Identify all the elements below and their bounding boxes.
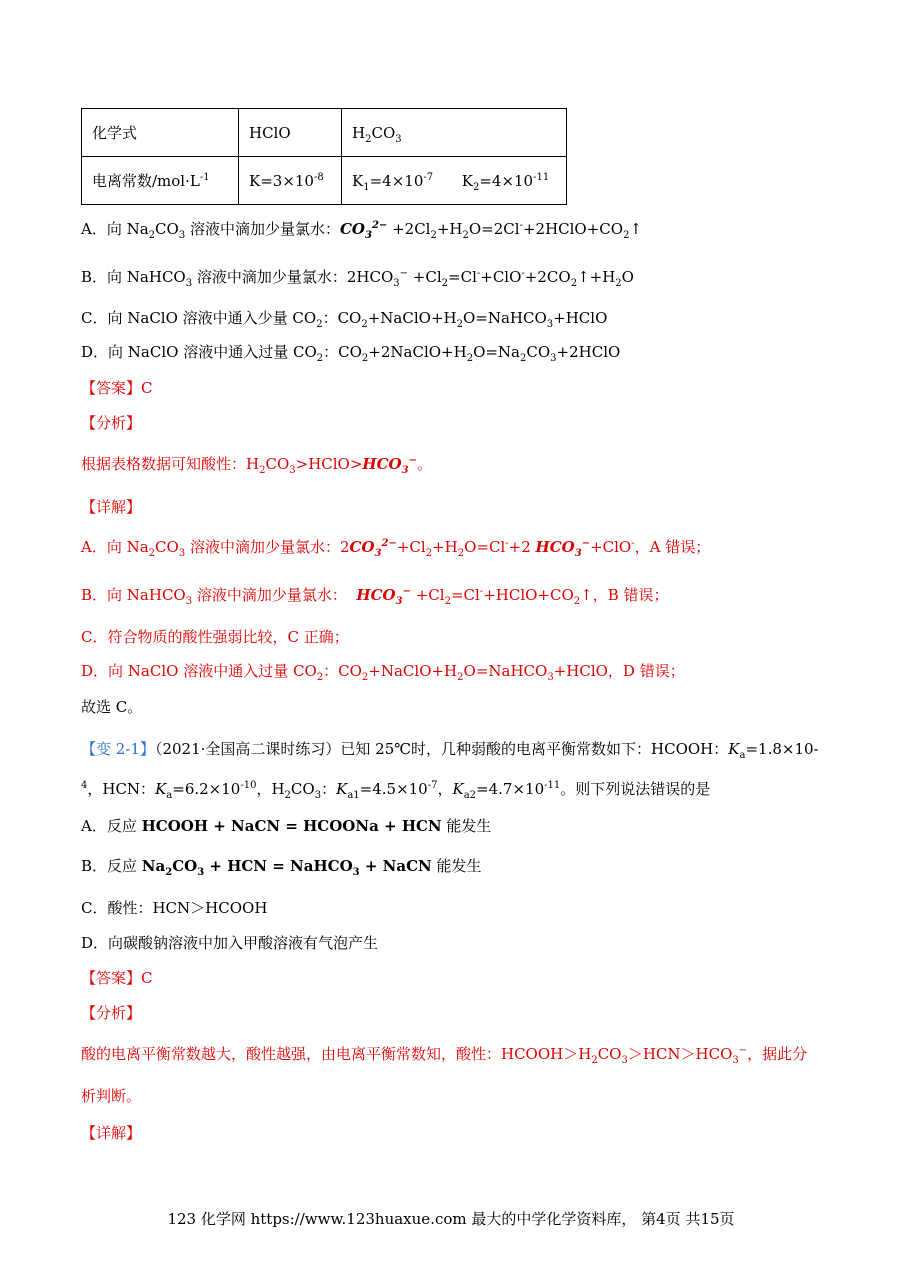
analysis-label: 【分析】: [81, 414, 142, 432]
ionization-constant-table: [81, 108, 567, 205]
q2-option-a: A．反应 HCOOH + NaCN = HCOONa + HCN 能发生: [81, 817, 492, 835]
q2-option-c: C．酸性：HCN＞HCOOH: [81, 899, 268, 917]
detail-b: B．向 NaHCO$_3$ 溶液中滴加少量氯水： $HCO_3^-$ $+Cl_2=Cl^-+HClO+CO_2↑$，B 错误；: [81, 586, 669, 607]
option-a: A．向 $Na_2CO_3$ 溶液中滴加少量氯水：$CO_3^{2-}$ $+2Cl_2+H_2O=2Cl^-+2HClO+CO_2↑$: [81, 220, 643, 241]
table-header-row: [82, 109, 567, 157]
q2-analysis-line2: 析判断。: [81, 1087, 142, 1105]
question-tag: 【变 2-1】: [81, 740, 155, 758]
detail-c: C．符合物质的酸性强弱比较，C 正确；: [81, 628, 349, 646]
question-stem-line2: $^4$，HCN：$K_a=6.2\times 10^{-10}$，$H_2CO_3$：$K_{a1}=4.5\times 10^{-7}$，$K_{a2}=4.7\times 10^{-11}$。则下列说法错误的是: [81, 780, 711, 801]
answer-label: 【答案】C: [81, 379, 153, 397]
q2-option-d: D．向碳酸钠溶液中加入甲酸溶液有气泡产生: [81, 934, 379, 952]
analysis-text: 根据表格数据可知酸性：$H_2CO_3>HClO>HCO_3^-$。: [81, 455, 432, 476]
option-d: D．向 NaClO 溶液中通入过量 $CO_2$：$CO_2+2NaClO+H_2O=Na_2CO_3+2HClO$: [81, 343, 621, 364]
detail-label: 【详解】: [81, 498, 142, 516]
q2-answer-label: 【答案】C: [81, 969, 153, 987]
conclusion: 故选 C。: [81, 698, 143, 716]
q2-analysis-line1: 酸的电离平衡常数越大，酸性越强，由电离平衡常数知，酸性：$HCOOH>H_2CO_3>HCN>HCO_3^-$，据此分: [81, 1045, 808, 1066]
detail-d: D．向 NaClO 溶液中通入过量 $CO_2$：$CO_2+NaClO+H_2O=NaHCO_3+HClO$，D 错误；: [81, 662, 685, 683]
table-row: [82, 157, 567, 205]
table-cell: $K_1=4\times 10^{-7}$ $K_2=4\times 10^{-11}$: [342, 157, 567, 205]
q2-detail-label: 【详解】: [81, 1124, 142, 1142]
option-c: C．向 NaClO 溶液中通入少量 $CO_2$：$CO_2+NaClO+H_2O=NaHCO_3+HClO$: [81, 309, 608, 330]
question-stem-line1: 【变 2-1】（2021·全国高二课时练习）已知 25℃时，几种弱酸的电离平衡常数如下：HCOOH：$K_a=1.8\times 10-$: [81, 740, 819, 761]
option-b: B．向 NaHCO$_3$ 溶液中滴加少量氯水：$2HCO_3^-$ $+Cl_2=Cl^-+ClO^-+2CO_2↑+H_2O$: [81, 268, 634, 289]
detail-a: A．向 $Na_2CO_3$ 溶液中滴加少量氯水：$2CO_3^{2-}+Cl_2+H_2O=Cl^-+2$ $HCO_3^-+ClO^-$，A 错误；: [81, 538, 711, 559]
q2-analysis-label: 【分析】: [81, 1004, 142, 1022]
page-footer: 123 化学网 https://www.123huaxue.com 最大的中学化学资料库， 第4页 共15页: [167, 1210, 735, 1228]
q2-option-b: B．反应 $Na_2CO_3$ + HCN = NaHCO$_3$ + NaCN 能发生: [81, 857, 482, 878]
table-cell: $K=3\times 10^{-8}$: [239, 157, 342, 205]
table-cell: 电离常数$/mol\cdot L^{-1}$: [82, 157, 239, 205]
table-cell: HClO: [239, 109, 342, 157]
table-cell: 化学式: [82, 109, 239, 157]
table-cell: $H_2CO_3$: [342, 109, 567, 157]
